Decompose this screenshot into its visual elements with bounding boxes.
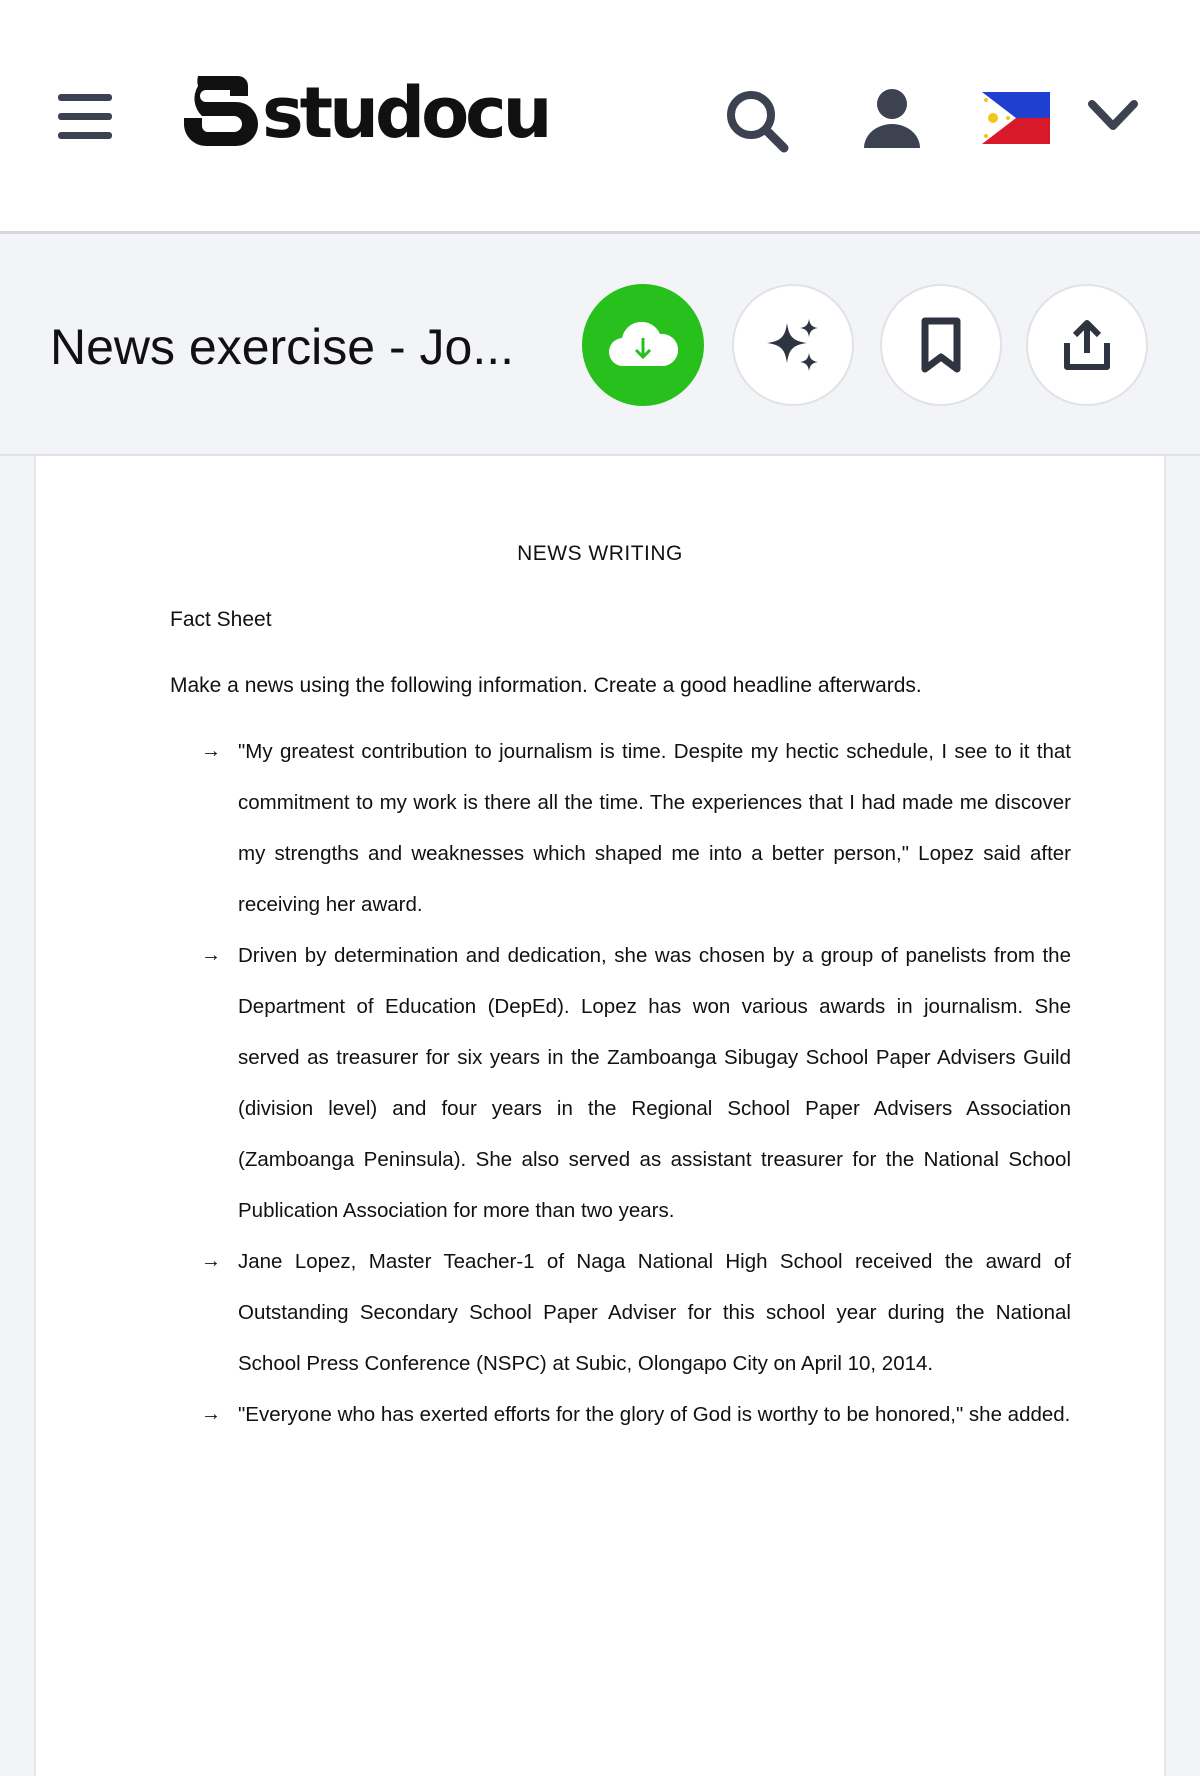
fact-list	[201, 726, 1071, 1440]
download-button[interactable]	[582, 284, 704, 406]
document-instruction: Make a news using the following information. Create a good headline afterwards.	[170, 674, 922, 697]
fact-text: Jane Lopez, Master Teacher-1 of Naga National High School received the award of Outstanding Secondary School Paper Adviser for this school year during the National School Press Conference (NSPC) at Subic, Olongapo City on April 10, 2014.	[238, 1250, 1071, 1375]
share-button[interactable]	[1026, 284, 1148, 406]
arrow-bullet-icon: →	[201, 740, 221, 762]
document-heading: NEWS WRITING	[517, 542, 683, 565]
fact-text: Driven by determination and dedication, she was chosen by a group of panelists from the Department of Education (DepEd). Lopez has won various awards in journalism. She served as treasurer for six years in the Zamboanga Sibugay School Paper Advisers Guild (division level) and four years in the Regional School Paper Advisers Association (Zamboanga Peninsula). She also served as assistant treasurer for the National School Publication Association for more than two years.	[238, 944, 1071, 1222]
fact-item	[201, 1389, 1071, 1440]
document-page	[34, 456, 1166, 1776]
studocu-logo[interactable]	[168, 68, 549, 168]
logo-text: studocu	[262, 72, 549, 154]
top-navigation-bar	[0, 0, 1200, 234]
arrow-bullet-icon: →	[201, 1403, 221, 1425]
bookmark-button[interactable]	[880, 284, 1002, 406]
language-chevron-down-icon[interactable]	[1086, 96, 1140, 136]
hamburger-menu-icon[interactable]	[58, 92, 116, 142]
document-subheading: Fact Sheet	[170, 608, 272, 631]
document-action-bar	[0, 234, 1200, 456]
fact-item	[201, 726, 1071, 930]
philippines-flag-icon[interactable]	[982, 92, 1050, 144]
user-icon[interactable]	[862, 88, 922, 150]
studocu-logo-icon	[168, 68, 268, 168]
arrow-bullet-icon: →	[201, 944, 221, 966]
search-icon[interactable]	[724, 88, 790, 154]
arrow-bullet-icon: →	[201, 1250, 221, 1272]
document-title: News exercise - Jo...	[50, 319, 515, 375]
fact-item	[201, 930, 1071, 1236]
ai-assist-button[interactable]	[732, 284, 854, 406]
sparkles-icon	[763, 315, 823, 375]
share-icon	[1061, 317, 1113, 373]
fact-text: "Everyone who has exerted efforts for the glory of God is worthy to be honored," she added.	[238, 1403, 1071, 1426]
cloud-download-icon	[608, 320, 678, 370]
fact-item	[201, 1236, 1071, 1389]
fact-text: "My greatest contribution to journalism is time. Despite my hectic schedule, I see to it that commitment to my work is there all the time. The experiences that I had made me discover my strengths and weaknesses which shaped me into a better person," Lopez said after receiving her award.	[238, 740, 1071, 916]
bookmark-icon	[919, 317, 963, 373]
